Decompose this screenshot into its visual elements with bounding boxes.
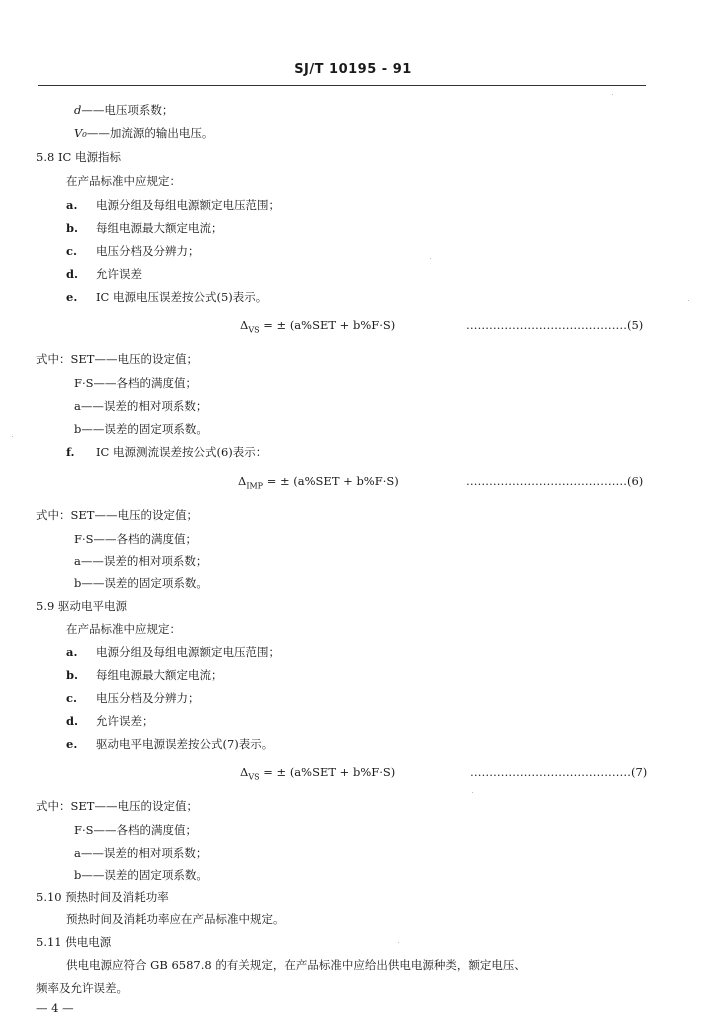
section-5-8-heading: 5.8 IC 电源指标 bbox=[36, 150, 121, 164]
formula-5-leader: ……………………………………(5) bbox=[466, 318, 644, 332]
formula-5: $\Delta_{VS}$ = ± (a%SET + b%F·S) bbox=[240, 318, 396, 335]
where-clause-line: a——误差的相对项系数； bbox=[74, 399, 208, 413]
where-clause-line: b——误差的固定项系数。 bbox=[74, 868, 208, 882]
formula-6-leader: ……………………………………(6) bbox=[466, 474, 644, 488]
scan-speck bbox=[398, 942, 399, 943]
list-item: c. 电压分档及分辨力； bbox=[66, 691, 200, 705]
scan-speck bbox=[12, 436, 13, 437]
scan-speck bbox=[612, 94, 613, 95]
def-d: d——电压项系数； bbox=[74, 103, 174, 117]
scan-speck bbox=[472, 792, 473, 793]
where-clause-line: F·S——各档的满度值； bbox=[74, 823, 198, 837]
list-item: e. IC 电源电压误差按公式(5)表示。 bbox=[66, 290, 268, 304]
where-clause-line: b——误差的固定项系数。 bbox=[74, 422, 208, 436]
scan-speck bbox=[430, 258, 431, 259]
section-5-9-intro: 在产品标准中应规定： bbox=[66, 622, 181, 636]
section-5-10-heading: 5.10 预热时间及消耗功率 bbox=[36, 890, 169, 904]
where-clause-line: a——误差的相对项系数； bbox=[74, 846, 208, 860]
def-v0: V₀——加流源的输出电压。 bbox=[74, 126, 214, 140]
where-clause-line: F·S——各档的满度值； bbox=[74, 376, 198, 390]
section-5-8-intro: 在产品标准中应规定： bbox=[66, 174, 181, 188]
list-item: d. 允许误差 bbox=[66, 267, 142, 281]
page-number: — 4 — bbox=[36, 1001, 74, 1015]
list-item: d. 允许误差； bbox=[66, 714, 154, 728]
list-item: b. 每组电源最大额定电流； bbox=[66, 668, 223, 682]
section-5-11-body-cont: 频率及允许误差。 bbox=[36, 981, 128, 995]
formula-7-leader: ……………………………………(7) bbox=[470, 765, 648, 779]
formula-7: $\Delta_{VS}$ = ± (a%SET + b%F·S) bbox=[240, 765, 396, 782]
scan-speck bbox=[688, 300, 689, 301]
list-item: f. IC 电源测流误差按公式(6)表示： bbox=[66, 445, 268, 459]
list-item: a. 电源分组及每组电源额定电压范围； bbox=[66, 198, 280, 212]
header-rule bbox=[38, 85, 646, 86]
formula-6: $\Delta_{IMP}$ = ± (a%SET + b%F·S) bbox=[238, 474, 399, 491]
section-5-10-body: 预热时间及消耗功率应在产品标准中规定。 bbox=[66, 912, 285, 926]
standard-code-header: SJ/T 10195 - 91 bbox=[294, 62, 412, 77]
where-clause-line: b——误差的固定项系数。 bbox=[74, 576, 208, 590]
section-5-11-heading: 5.11 供电电源 bbox=[36, 935, 112, 949]
list-item: a. 电源分组及每组电源额定电压范围； bbox=[66, 645, 280, 659]
where-clause-lead: 式中：SET——电压的设定值； bbox=[36, 508, 198, 522]
list-item: b. 每组电源最大额定电流； bbox=[66, 221, 223, 235]
list-item: e. 驱动电平电源误差按公式(7)表示。 bbox=[66, 737, 274, 751]
where-clause-lead: 式中：SET——电压的设定值； bbox=[36, 799, 198, 813]
section-5-9-heading: 5.9 驱动电平电源 bbox=[36, 599, 127, 613]
list-item: c. 电压分档及分辨力； bbox=[66, 244, 200, 258]
section-5-11-body: 供电电源应符合 GB 6587.8 的有关规定，在产品标准中应给出供电电源种类，额定电压、 bbox=[66, 958, 526, 972]
where-clause-line: a——误差的相对项系数； bbox=[74, 554, 208, 568]
where-clause-lead: 式中：SET——电压的设定值； bbox=[36, 352, 198, 366]
where-clause-line: F·S——各档的满度值； bbox=[74, 532, 198, 546]
